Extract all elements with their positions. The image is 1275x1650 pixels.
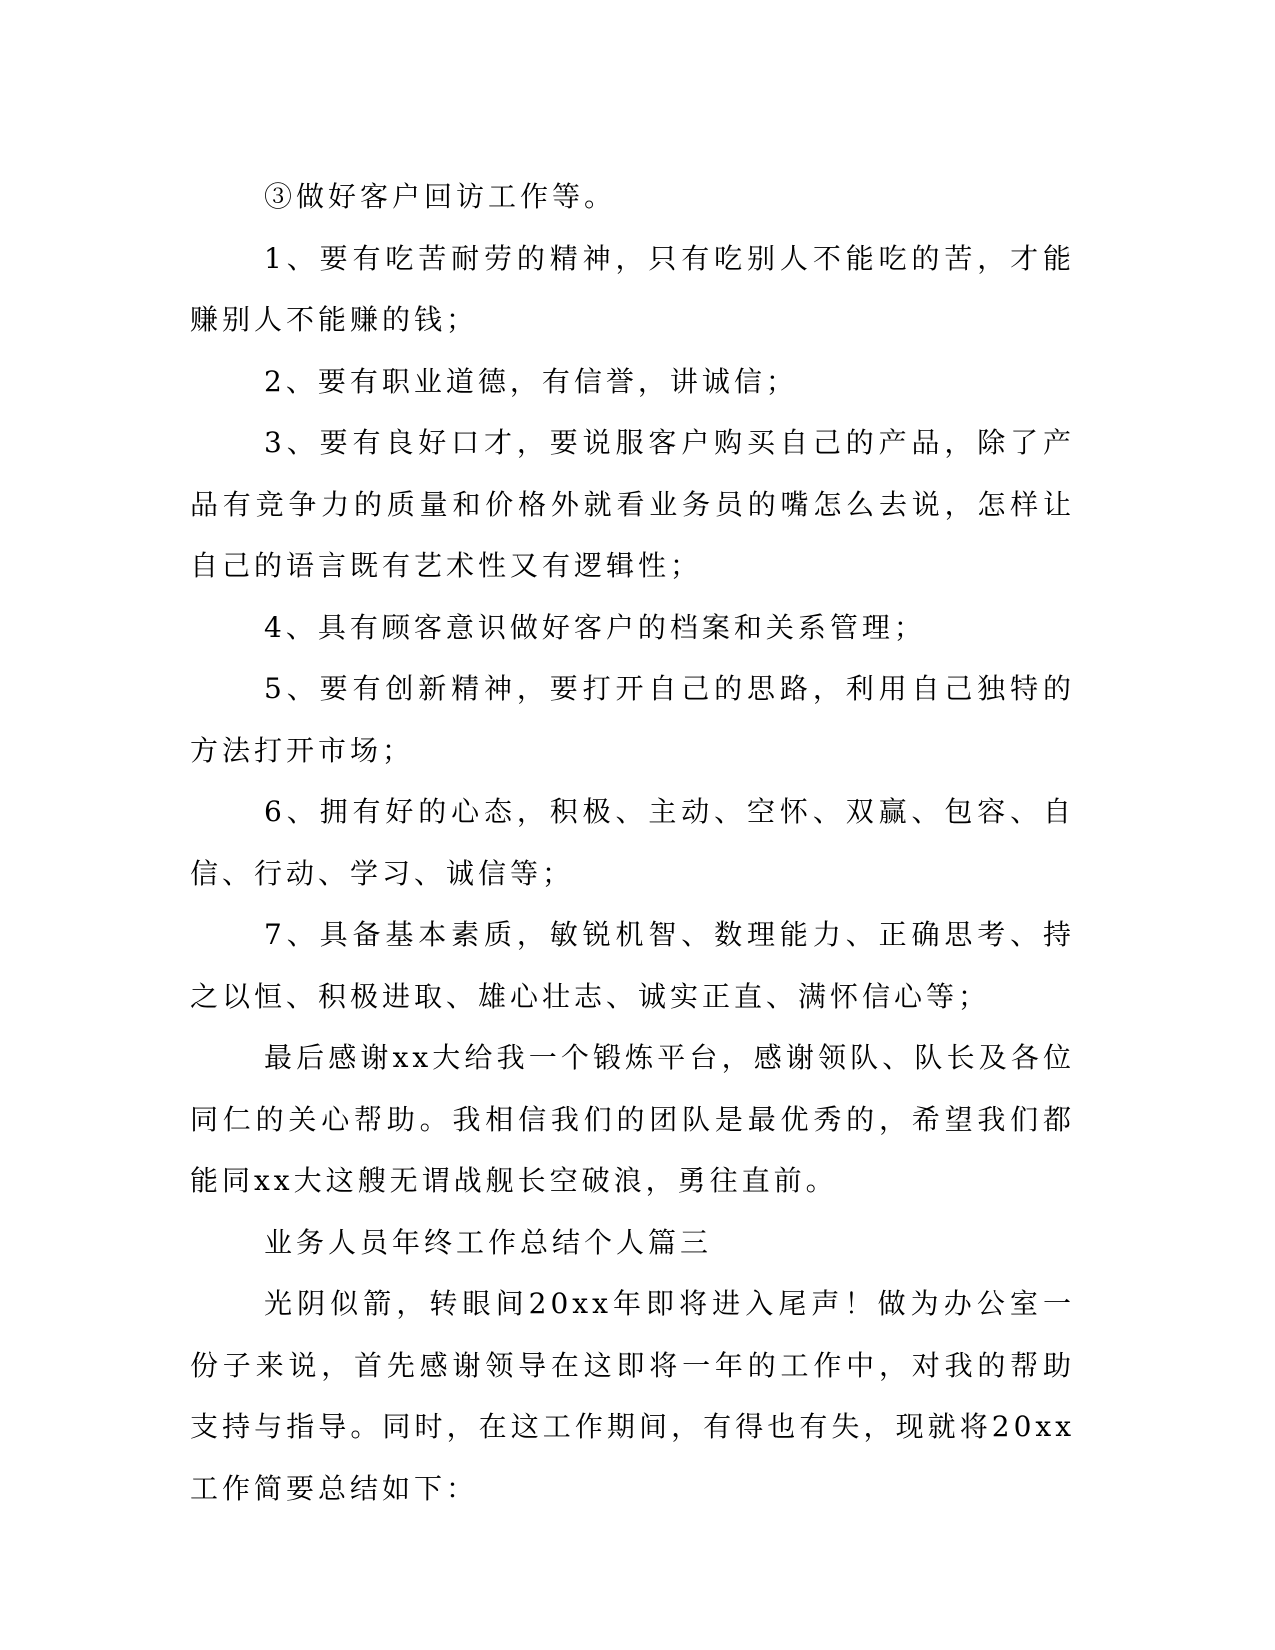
document-body — [190, 166, 1075, 1519]
paragraph-thanks: 最后感谢xx大给我一个锻炼平台，感谢领队、队长及各位同仁的关心帮助。我相信我们的团队是最优秀的，希望我们都能同xx大这艘无谓战舰长空破浪，勇往直前。 — [190, 1041, 1075, 1197]
paragraph-point-1: 1、要有吃苦耐劳的精神，只有吃别人不能吃的苦，才能赚别人不能赚的钱； — [190, 241, 1075, 336]
paragraph-point-7: 7、具备基本素质，敏锐机智、数理能力、正确思考、持之以恒、积极进取、雄心壮志、诚实正直、满怀信心等； — [190, 918, 1075, 1013]
paragraph-point-2: 2、要有职业道德，有信誉，讲诚信； — [264, 364, 798, 398]
paragraph-point-5: 5、要有创新精神，要打开自己的思路，利用自己独特的方法打开市场； — [190, 672, 1075, 767]
paragraph-point-3: 3、要有良好口才，要说服客户购买自己的产品，除了产品有竞争力的质量和价格外就看业务员的嘴怎么去说，怎样让自己的语言既有艺术性又有逻辑性； — [190, 426, 1075, 582]
paragraph-point-4: 4、具有顾客意识做好客户的档案和关系管理； — [264, 610, 926, 644]
paragraph-item-3-followup: ③做好客户回访工作等。 — [264, 180, 617, 213]
paragraph-opening: 光阴似箭，转眼间20xx年即将进入尾声！做为办公室一份子来说，首先感谢领导在这即将一年的工作中，对我的帮助支持与指导。同时，在这工作期间，有得也有失，现就将20xx工作简要总结如下： — [190, 1287, 1075, 1505]
paragraph-point-6: 6、拥有好的心态，积极、主动、空怀、双赢、包容、自信、行动、学习、诚信等； — [190, 795, 1075, 890]
section-heading: 业务人员年终工作总结个人篇三 — [264, 1225, 713, 1259]
